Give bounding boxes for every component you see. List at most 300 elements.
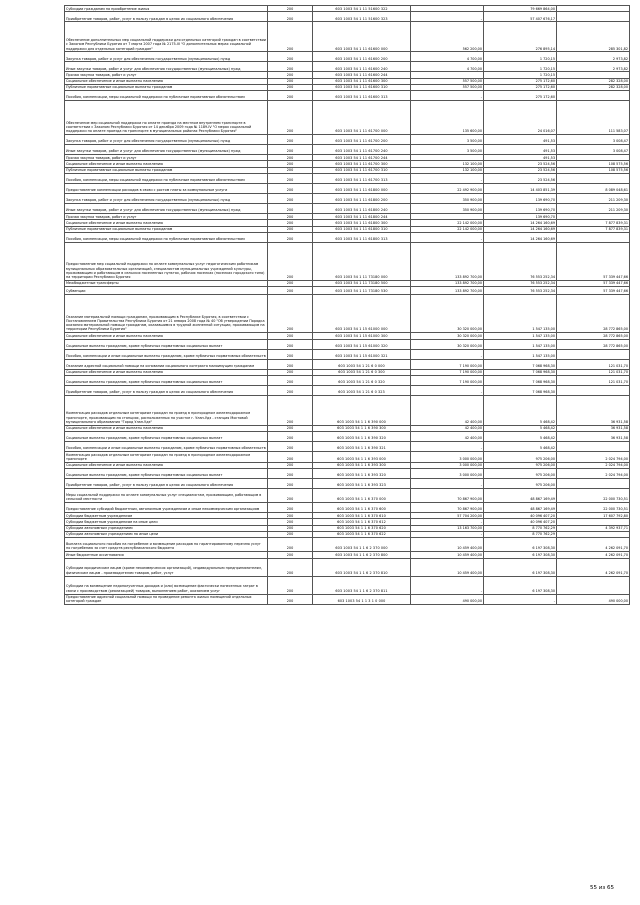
row-classification-code-cell: 603 1003 54 1 1 6 370 620 (313, 525, 411, 531)
row-approved-amount-cell: 10 459 400,00 (411, 538, 484, 552)
row-approved-amount-cell: 10 459 400,00 (411, 558, 484, 576)
row-classification-code-cell: 603 1003 54 1 1 6 370 610 (313, 513, 411, 519)
row-executed-amount-cell: 79 669 864,00 (484, 6, 557, 12)
row-classification-code-cell: 603 1003 54 1 1 6 393 000 (313, 452, 411, 463)
row-approved-amount-cell: - (411, 174, 484, 184)
row-classification-code-cell: 603 1003 54 1 11 61800 244 (313, 214, 411, 220)
row-classification-code-cell: 603 1003 54 1 1 6 370 612 (313, 519, 411, 525)
row-name-cell: Пособия, компенсации и иные социальные выплаты гражданам, кроме публичных нормативных обязательств (65, 442, 268, 452)
row-approved-amount-cell: 7 190 000,00 (411, 359, 484, 369)
row-approved-amount-cell: 3 000 000,00 (411, 469, 484, 479)
table-row (65, 452, 630, 463)
row-approved-amount-cell: 42 400,00 (411, 425, 484, 431)
row-name-cell: Приобретение товаров, работ, услуг в пользу граждан в целях их социального обеспечения (65, 12, 268, 22)
row-executed-amount-cell: 40 096 407,20 (484, 519, 557, 525)
row-executed-amount-cell: 14 264 160,69 (484, 220, 557, 226)
row-executed-amount-cell: 57 407 676,17 (484, 12, 557, 22)
row-remaining-amount-cell: 121 031,70 (557, 369, 630, 375)
row-name-cell: Закупка товаров, работ и услуг для обеспечения государственных (муниципальных) нужд (65, 194, 268, 204)
row-remaining-amount-cell: 36 931,58 (557, 432, 630, 442)
row-name-cell: Закупка товаров, работ и услуг для обеспечения государственных (муниципальных) нужд (65, 52, 268, 62)
table-row (65, 135, 630, 145)
row-classification-code-cell: 603 1003 54 1 11 61600 240 (313, 62, 411, 72)
row-remaining-amount-cell: 2 973,82 (557, 62, 630, 72)
row-approved-amount-cell: 7 190 000,00 (411, 375, 484, 385)
budget-execution-table (64, 5, 630, 605)
row-executed-amount-cell: 5 468,42 (484, 432, 557, 442)
row-name-cell: Социальное обеспечение и иные выплаты населению (65, 220, 268, 226)
row-remaining-amount-cell: 57 339 447,66 (557, 242, 630, 280)
row-approved-amount-cell: 30 320 000,00 (411, 295, 484, 333)
row-name-cell: Субсидии на возмещение недополученных доходов и (или) возмещение фактически понесенных затрат в связи с производством (реализацией) товаров, выполнением работ, оказанием услуг (65, 576, 268, 594)
row-approved-amount-cell: 30 320 000,00 (411, 333, 484, 339)
row-admin-code-cell: 200 (268, 242, 313, 280)
row-classification-code-cell: 603 1003 54 1 1 6 390 321 (313, 442, 411, 452)
row-executed-amount-cell: 48 867 169,49 (484, 489, 557, 503)
row-executed-amount-cell: 7 068 968,30 (484, 359, 557, 369)
row-admin-code-cell: 200 (268, 503, 313, 513)
row-name-cell: Социальное обеспечение и иные выплаты населению (65, 462, 268, 468)
table-row (65, 349, 630, 359)
row-admin-code-cell: 200 (268, 395, 313, 425)
row-approved-amount-cell: 350 900,00 (411, 194, 484, 204)
row-classification-code-cell: 603 1003 54 1 15 61000 300 (313, 333, 411, 339)
row-executed-amount-cell: - (484, 594, 557, 605)
table-row (65, 479, 630, 489)
row-admin-code-cell: 200 (268, 145, 313, 155)
row-remaining-amount-cell: 282 328,00 (557, 84, 630, 90)
row-approved-amount-cell: 133 892 700,00 (411, 287, 484, 295)
row-approved-amount-cell: - (411, 576, 484, 594)
row-remaining-amount-cell: 4 262 091,70 (557, 558, 630, 576)
row-executed-amount-cell: 76 553 252,34 (484, 280, 557, 286)
table-row (65, 194, 630, 204)
table-row (65, 469, 630, 479)
row-classification-code-cell: 603 1003 54 1 1 6 390 300 (313, 425, 411, 431)
row-classification-code-cell: 603 1003 54 1 11 61800 313 (313, 232, 411, 242)
row-classification-code-cell: 603 1003 54 1 1 6 393 300 (313, 462, 411, 468)
table-row (65, 232, 630, 242)
row-classification-code-cell: 603 1003 54 1 11 51600 322 (313, 6, 411, 12)
row-approved-amount-cell: 42 400,00 (411, 395, 484, 425)
row-admin-code-cell: 200 (268, 62, 313, 72)
row-executed-amount-cell: 1 547 135,00 (484, 333, 557, 339)
row-admin-code-cell: 200 (268, 375, 313, 385)
row-name-cell: Публичные нормативные социальные выплаты гражданам (65, 167, 268, 173)
row-name-cell: Прочая закупка товаров, работ и услуг (65, 214, 268, 220)
table-row (65, 62, 630, 72)
table-row (65, 145, 630, 155)
row-classification-code-cell: 603 1003 54 1 1 6 2 370 800 (313, 552, 411, 558)
table-row (65, 558, 630, 576)
row-classification-code-cell: 603 1003 54 1 11 61700 000 (313, 101, 411, 135)
row-executed-amount-cell: 139 690,70 (484, 204, 557, 214)
row-name-cell: Предоставление мер социальной поддержки по оплате коммунальных услуг педагогическим работникам муниципальных образовательных организаций, специалистам муниципальных учреждений культуры, проживающим и работающим в сельских населенных пунктах, рабочих поселках (поселках городского типа) на территории Республики Бурятия (65, 242, 268, 280)
row-classification-code-cell: 603 1003 54 1 11 73180 000 (313, 242, 411, 280)
row-remaining-amount-cell (557, 576, 630, 594)
row-approved-amount-cell: 70 867 900,00 (411, 489, 484, 503)
row-approved-amount-cell: - (411, 91, 484, 101)
row-classification-code-cell: 603 1003 54 1 1 6 2 370 810 (313, 558, 411, 576)
row-remaining-amount-cell (557, 232, 630, 242)
row-approved-amount-cell: 135 600,00 (411, 101, 484, 135)
row-admin-code-cell: 200 (268, 333, 313, 339)
row-name-cell: Прочая закупка товаров, работ и услуг (65, 155, 268, 161)
row-admin-code-cell: 200 (268, 155, 313, 161)
row-executed-amount-cell: 1 720,15 (484, 62, 557, 72)
row-executed-amount-cell: 275 172,60 (484, 91, 557, 101)
table-row (65, 242, 630, 280)
row-approved-amount-cell: 22 142 000,00 (411, 220, 484, 226)
table-body (65, 6, 630, 605)
row-approved-amount-cell: 490 000,00 (411, 594, 484, 605)
row-approved-amount-cell: 4 700,00 (411, 52, 484, 62)
row-name-cell: Межбюджетные трансферты (65, 280, 268, 286)
table-row (65, 385, 630, 395)
row-remaining-amount-cell (557, 385, 630, 395)
row-admin-code-cell: 200 (268, 452, 313, 463)
row-classification-code-cell: 603 1003 54 1 1 6 2 370 811 (313, 576, 411, 594)
row-approved-amount-cell: 557 500,00 (411, 84, 484, 90)
table-row (65, 204, 630, 214)
row-name-cell: Субсидии юридическим лицам (кроме некоммерческих организаций), индивидуальным предпринимателям, физическим лицам - производителям товаров, работ, услуг (65, 558, 268, 576)
row-executed-amount-cell: 1 720,15 (484, 52, 557, 62)
row-executed-amount-cell: 23 524,56 (484, 174, 557, 184)
row-executed-amount-cell: 7 068 968,30 (484, 385, 557, 395)
row-remaining-amount-cell: 490 000,00 (557, 594, 630, 605)
row-executed-amount-cell: 975 206,00 (484, 469, 557, 479)
row-classification-code-cell: 603 1003 54 1 11 61700 200 (313, 135, 411, 145)
row-name-cell: Субсидии гражданам на приобретение жилья (65, 6, 268, 12)
row-classification-code-cell: 603 1003 54 1 1 6 393 323 (313, 479, 411, 489)
row-approved-amount-cell: 557 500,00 (411, 78, 484, 84)
row-admin-code-cell: 200 (268, 12, 313, 22)
row-approved-amount-cell: 13 163 700,00 (411, 525, 484, 531)
row-admin-code-cell: 200 (268, 531, 313, 537)
row-approved-amount-cell: 57 704 200,00 (411, 513, 484, 519)
row-approved-amount-cell: - (411, 442, 484, 452)
table-row (65, 442, 630, 452)
row-remaining-amount-cell: 2 024 794,00 (557, 452, 630, 463)
row-remaining-amount-cell (557, 91, 630, 101)
row-classification-code-cell: 603 1003 54 1 15 61000 321 (313, 349, 411, 359)
row-classification-code-cell: 603 1003 54 1 21 6 0 320 (313, 375, 411, 385)
row-classification-code-cell: 603 1003 54 1 1 6 370 000 (313, 489, 411, 503)
row-classification-code-cell: 603 1003 54 1 21 6 0 300 (313, 369, 411, 375)
row-admin-code-cell: 200 (268, 22, 313, 52)
row-classification-code-cell: 603 1003 54 1 11 61600 000 (313, 22, 411, 52)
table-row (65, 594, 630, 605)
row-classification-code-cell: 603 1003 54 1 15 61000 000 (313, 295, 411, 333)
row-remaining-amount-cell: 121 031,70 (557, 375, 630, 385)
row-admin-code-cell: 200 (268, 214, 313, 220)
row-name-cell: Социальное обеспечение и иные выплаты населению (65, 333, 268, 339)
row-remaining-amount-cell: 36 931,58 (557, 395, 630, 425)
row-executed-amount-cell: 23 524,56 (484, 167, 557, 173)
row-name-cell: Пособия, компенсации и иные социальные выплаты гражданам, кроме публичных нормативных обязательств (65, 349, 268, 359)
row-name-cell: Оказание материальной помощи гражданам, проживающим в Республике Бурятия, в соответствии с Постановлением Правительства Республики Бурятия от 21 января 2008 года № 40 "Об утверждении Порядка оказания материальной помощи гражданам, оказавшимся в трудной жизненной ситуации, проживающим на территории Республики Бурятия" (65, 295, 268, 333)
row-admin-code-cell: 200 (268, 194, 313, 204)
row-admin-code-cell: 200 (268, 101, 313, 135)
row-remaining-amount-cell: 211 209,30 (557, 194, 630, 204)
row-remaining-amount-cell: 8 089 048,61 (557, 184, 630, 194)
row-name-cell: Субсидии автономным учреждениям (65, 525, 268, 531)
row-name-cell: Публичные нормативные социальные выплаты гражданам (65, 84, 268, 90)
row-approved-amount-cell: - (411, 349, 484, 359)
row-name-cell: Предоставление субсидий бюджетным, автономным учреждениям и иным некоммерческим организациям (65, 503, 268, 513)
row-remaining-amount-cell: 3 008,47 (557, 135, 630, 145)
row-name-cell: Субвенции (65, 287, 268, 295)
row-classification-code-cell: 603 1003 54 1 1 6 393 320 (313, 469, 411, 479)
row-name-cell: Оказание адресной социальной помощи на основании социального контракта малоимущим гражданам (65, 359, 268, 369)
row-name-cell: Иные закупки товаров, работ и услуг для обеспечения государственных (муниципальных) нужд (65, 145, 268, 155)
row-executed-amount-cell: 14 264 160,69 (484, 232, 557, 242)
row-classification-code-cell: 603 1003 54 1 11 61800 200 (313, 194, 411, 204)
row-executed-amount-cell: 1 720,15 (484, 72, 557, 78)
row-remaining-amount-cell: 7 877 839,31 (557, 220, 630, 226)
row-admin-code-cell: 200 (268, 432, 313, 442)
row-name-cell: Закупка товаров, работ и услуг для обеспечения государственных (муниципальных) нужд (65, 135, 268, 145)
row-executed-amount-cell: 14 264 160,69 (484, 226, 557, 232)
row-executed-amount-cell: 8 770 762,29 (484, 531, 557, 537)
row-approved-amount-cell: 132 100,00 (411, 161, 484, 167)
row-executed-amount-cell: 1 547 135,00 (484, 295, 557, 333)
row-admin-code-cell: 200 (268, 184, 313, 194)
row-remaining-amount-cell: 211 209,30 (557, 204, 630, 214)
row-remaining-amount-cell: 2 973,82 (557, 52, 630, 62)
row-executed-amount-cell: 76 553 252,34 (484, 287, 557, 295)
row-name-cell: Публичные нормативные социальные выплаты гражданам (65, 226, 268, 232)
row-name-cell: Компенсация расходов отдельным категориям граждан на проезд в пригородном железнодорожном транспорте, проживающим на станциях, расположенных на участке г. Улан-Удэ - станция Мостовой муниципального образования "Город Улан-Удэ" (65, 395, 268, 425)
row-name-cell: Меры социальной поддержки по оплате коммунальных услуг специалистам, проживающим, работающим в сельской местности (65, 489, 268, 503)
row-executed-amount-cell: 40 096 407,20 (484, 513, 557, 519)
row-admin-code-cell: 200 (268, 479, 313, 489)
row-classification-code-cell: 603 1003 54 1 11 61600 244 (313, 72, 411, 78)
row-admin-code-cell: 200 (268, 489, 313, 503)
row-admin-code-cell: 200 (268, 359, 313, 369)
row-approved-amount-cell: 3 000 000,00 (411, 452, 484, 463)
row-admin-code-cell: 200 (268, 84, 313, 90)
row-admin-code-cell: 200 (268, 6, 313, 12)
row-name-cell: Субсидии бюджетным учреждениям на иные цели (65, 519, 268, 525)
row-executed-amount-cell: 275 172,60 (484, 78, 557, 84)
row-name-cell: Предоставление адресной социальной помощи на проведение ремонта жилых помещений отдельных категорий граждан (65, 594, 268, 605)
row-admin-code-cell: 200 (268, 442, 313, 452)
row-classification-code-cell: 603 1003 54 1 11 73180 530 (313, 287, 411, 295)
row-admin-code-cell: 200 (268, 72, 313, 78)
row-admin-code-cell: 200 (268, 349, 313, 359)
row-name-cell: Пособия, компенсации, меры социальной поддержки по публичным нормативным обязательствам (65, 232, 268, 242)
row-remaining-amount-cell (557, 174, 630, 184)
row-approved-amount-cell: - (411, 479, 484, 489)
table-row (65, 375, 630, 385)
row-admin-code-cell: 200 (268, 594, 313, 605)
row-classification-code-cell: 603 1003 54 1 21 6 0 000 (313, 359, 411, 369)
row-classification-code-cell: 603 1003 54 1 11 61800 300 (313, 220, 411, 226)
row-classification-code-cell: 603 1003 54 1 11 61600 200 (313, 52, 411, 62)
row-name-cell: Приобретение товаров, работ, услуг в пользу граждан в целях их социального обеспечения (65, 385, 268, 395)
row-executed-amount-cell: 975 206,00 (484, 479, 557, 489)
row-executed-amount-cell: 275 172,60 (484, 84, 557, 90)
row-name-cell: Приобретение товаров, работ, услуг в пользу граждан в целях их социального обеспечения (65, 479, 268, 489)
table-row (65, 503, 630, 513)
row-classification-code-cell: 603 1003 54 1 11 61600 310 (313, 84, 411, 90)
row-executed-amount-cell: 5 468,42 (484, 425, 557, 431)
row-executed-amount-cell: 1 547 135,00 (484, 339, 557, 349)
row-remaining-amount-cell (557, 442, 630, 452)
row-classification-code-cell: 603 1003 54 1 11 61700 300 (313, 161, 411, 167)
row-name-cell: Социальные выплаты гражданам, кроме публичных нормативных социальных выплат (65, 432, 268, 442)
row-classification-code-cell: 603 1003 54 1 11 61700 244 (313, 155, 411, 161)
row-admin-code-cell: 200 (268, 519, 313, 525)
row-remaining-amount-cell: 17 607 792,80 (557, 513, 630, 519)
row-classification-code-cell: 603 1003 54 1 11 61700 313 (313, 174, 411, 184)
row-admin-code-cell: 200 (268, 425, 313, 431)
row-remaining-amount-cell (557, 349, 630, 359)
row-executed-amount-cell: 975 206,00 (484, 462, 557, 468)
row-admin-code-cell: 200 (268, 525, 313, 531)
row-approved-amount-cell: 562 200,00 (411, 22, 484, 52)
row-classification-code-cell: 603 1003 54 1 11 73180 500 (313, 280, 411, 286)
row-admin-code-cell: 200 (268, 174, 313, 184)
row-remaining-amount-cell: 57 339 447,66 (557, 287, 630, 295)
row-approved-amount-cell: 7 190 000,00 (411, 369, 484, 375)
row-approved-amount-cell: 3 500,00 (411, 135, 484, 145)
row-admin-code-cell: 200 (268, 220, 313, 226)
row-name-cell: Иные закупки товаров, работ и услуг для обеспечения государственных (муниципальных) нужд (65, 62, 268, 72)
row-executed-amount-cell: 23 524,56 (484, 161, 557, 167)
row-approved-amount-cell: 133 892 700,00 (411, 242, 484, 280)
row-classification-code-cell: 603 1003 54 1 11 61800 000 (313, 184, 411, 194)
row-name-cell: Предоставление компенсации расходов в связи с ростом платы за коммунальные услуги (65, 184, 268, 194)
row-remaining-amount-cell: 3 008,47 (557, 145, 630, 155)
row-executed-amount-cell: 6 197 308,30 (484, 538, 557, 552)
row-name-cell: Субсидии автономным учреждениям на иные цели (65, 531, 268, 537)
row-executed-amount-cell: 491,53 (484, 155, 557, 161)
row-admin-code-cell: 200 (268, 369, 313, 375)
row-classification-code-cell: 603 1003 54 1 11 61600 313 (313, 91, 411, 101)
row-classification-code-cell: 603 1003 54 1 1 3 1 0 000 (313, 594, 411, 605)
row-classification-code-cell: 603 1003 54 1 21 6 0 323 (313, 385, 411, 395)
row-executed-amount-cell: 276 895,14 (484, 22, 557, 52)
row-approved-amount-cell: - (411, 232, 484, 242)
table-row (65, 359, 630, 369)
row-name-cell: Социальное обеспечение и иные выплаты населению (65, 161, 268, 167)
row-approved-amount-cell: - (411, 385, 484, 395)
row-classification-code-cell: 603 1003 54 1 15 61000 320 (313, 339, 411, 349)
table-row (65, 101, 630, 135)
row-name-cell: Социальные выплаты гражданам, кроме публичных нормативных социальных выплат (65, 469, 268, 479)
row-executed-amount-cell: 7 068 968,30 (484, 369, 557, 375)
row-approved-amount-cell: 22 142 000,00 (411, 226, 484, 232)
table-row (65, 287, 630, 295)
row-admin-code-cell: 200 (268, 52, 313, 62)
row-remaining-amount-cell: 36 931,58 (557, 425, 630, 431)
row-name-cell: Социальные выплаты гражданам, кроме публичных нормативных социальных выплат (65, 375, 268, 385)
row-executed-amount-cell: 1 547 135,00 (484, 349, 557, 359)
row-approved-amount-cell: 133 892 700,00 (411, 280, 484, 286)
row-executed-amount-cell: 24 016,07 (484, 101, 557, 135)
row-executed-amount-cell: 139 690,70 (484, 194, 557, 204)
table-row (65, 52, 630, 62)
row-admin-code-cell: 200 (268, 287, 313, 295)
row-approved-amount-cell: 42 400,00 (411, 432, 484, 442)
row-name-cell: Иные бюджетные ассигнования (65, 552, 268, 558)
row-name-cell: Выплата социального пособия на погребение и возмещение расходов по гарантированному перечню услуг по погребению за счет средств республиканского бюджета (65, 538, 268, 552)
row-approved-amount-cell: 350 900,00 (411, 204, 484, 214)
table-row (65, 174, 630, 184)
row-name-cell: Социальное обеспечение и иные выплаты населению (65, 425, 268, 431)
row-approved-amount-cell: - (411, 531, 484, 537)
row-name-cell: Обеспечение дополнительных мер социальной поддержки для отдельных категорий граждан в соответствии с Законом Республики Бурятия от 7 марта 2007 года № 2175-III "О дополнительных мерах социальной поддержки для отдельных категорий граждан" (65, 22, 268, 52)
row-name-cell: Компенсация расходов отдельным категориям граждан на проезд в пригородном железнодорожном транспорте (65, 452, 268, 463)
row-admin-code-cell: 200 (268, 204, 313, 214)
row-executed-amount-cell: 14 403 851,39 (484, 184, 557, 194)
row-approved-amount-cell: - (411, 519, 484, 525)
row-executed-amount-cell: 48 867 169,49 (484, 503, 557, 513)
row-executed-amount-cell: 491,53 (484, 135, 557, 145)
row-classification-code-cell: 603 1003 54 1 11 61700 310 (313, 167, 411, 173)
row-name-cell: Иные закупки товаров, работ и услуг для обеспечения государственных (муниципальных) нужд (65, 204, 268, 214)
row-admin-code-cell: 200 (268, 280, 313, 286)
row-executed-amount-cell: 5 468,42 (484, 395, 557, 425)
row-remaining-amount-cell (557, 479, 630, 489)
row-remaining-amount-cell: 22 000 730,51 (557, 489, 630, 503)
table-row (65, 91, 630, 101)
row-approved-amount-cell: 30 320 000,00 (411, 339, 484, 349)
row-classification-code-cell: 603 1003 54 1 11 61800 240 (313, 204, 411, 214)
row-remaining-amount-cell: 28 772 865,00 (557, 295, 630, 333)
row-remaining-amount-cell: 4 392 937,71 (557, 525, 630, 531)
row-name-cell: Субсидии бюджетным учреждениям (65, 513, 268, 519)
table-row (65, 538, 630, 552)
row-name-cell: Пособия, компенсации, меры социальной поддержки по публичным нормативным обязательствам (65, 174, 268, 184)
row-admin-code-cell: 200 (268, 538, 313, 552)
row-remaining-amount-cell: 121 031,70 (557, 359, 630, 369)
row-admin-code-cell: 200 (268, 135, 313, 145)
row-remaining-amount-cell: 57 339 447,66 (557, 280, 630, 286)
table-row (65, 576, 630, 594)
row-classification-code-cell: 603 1003 54 1 1 6 390 320 (313, 432, 411, 442)
row-classification-code-cell: 603 1003 54 1 11 61600 300 (313, 78, 411, 84)
row-name-cell: Социальные выплаты гражданам, кроме публичных нормативных социальных выплат (65, 339, 268, 349)
row-executed-amount-cell: 7 068 968,30 (484, 375, 557, 385)
row-executed-amount-cell: 491,53 (484, 145, 557, 155)
row-remaining-amount-cell (557, 12, 630, 22)
table-row (65, 432, 630, 442)
row-remaining-amount-cell: 7 877 839,31 (557, 226, 630, 232)
row-admin-code-cell: 200 (268, 232, 313, 242)
row-admin-code-cell: 200 (268, 576, 313, 594)
row-approved-amount-cell: 132 100,00 (411, 167, 484, 173)
row-remaining-amount-cell: 28 772 865,00 (557, 339, 630, 349)
table-row (65, 395, 630, 425)
row-admin-code-cell: 200 (268, 469, 313, 479)
row-admin-code-cell: 200 (268, 91, 313, 101)
row-admin-code-cell: 200 (268, 339, 313, 349)
row-name-cell: Социальное обеспечение и иные выплаты населению (65, 369, 268, 375)
row-remaining-amount-cell: 4 262 091,70 (557, 538, 630, 552)
row-classification-code-cell: 603 1003 54 1 11 61700 240 (313, 145, 411, 155)
row-executed-amount-cell: 5 468,42 (484, 442, 557, 452)
row-executed-amount-cell: 6 197 308,30 (484, 558, 557, 576)
table-row (65, 12, 630, 22)
row-classification-code-cell: 603 1003 54 1 1 6 370 622 (313, 531, 411, 537)
row-name-cell: Пособия, компенсации, меры социальной поддержки по публичным нормативным обязательствам (65, 91, 268, 101)
page-number: 55 из 65 (590, 885, 614, 891)
row-executed-amount-cell: 975 206,00 (484, 452, 557, 463)
table-row (65, 489, 630, 503)
